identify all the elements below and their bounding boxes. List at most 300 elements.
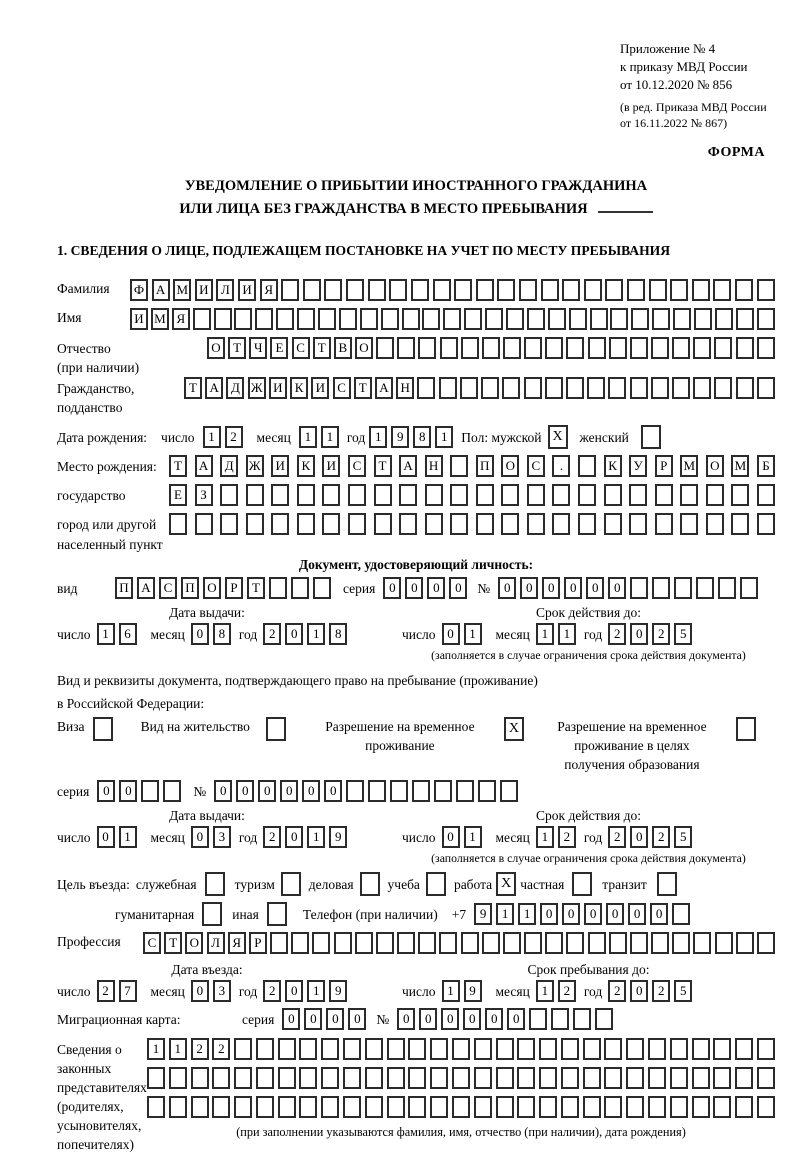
- form-cell-empty: [609, 932, 627, 954]
- form-cell-filled: Н: [425, 455, 443, 477]
- migration-card-row: [57, 1008, 775, 1030]
- birthplace-cells-row-2: [169, 484, 775, 506]
- form-cell-filled: 2: [652, 623, 670, 645]
- form-cell-empty: [412, 780, 430, 802]
- surname-label: Фамилия: [57, 281, 110, 296]
- form-cell-empty: [193, 308, 211, 330]
- form-cell-filled: 0: [441, 1008, 459, 1030]
- form-cell-empty: [440, 337, 458, 359]
- form-cell-empty: [539, 1067, 557, 1089]
- form-cell-filled: 1: [435, 426, 453, 448]
- id-doc-number-cells: [498, 577, 758, 599]
- form-cell-empty: [718, 577, 736, 599]
- birth-day-label: число: [161, 430, 195, 445]
- id-doc-expiry-line: [402, 623, 775, 645]
- month-label: месяц: [150, 830, 185, 845]
- citizenship-row: [57, 377, 775, 417]
- form-cell-filled: 0: [507, 1008, 525, 1030]
- visa-checkbox: [93, 717, 113, 741]
- form-cell-empty: [551, 1008, 569, 1030]
- appendix-line-3: от 10.12.2020 № 856: [620, 77, 733, 92]
- form-cell-empty: [450, 455, 468, 477]
- form-cell-filled: Б: [757, 455, 775, 477]
- form-cell-filled: X: [496, 872, 516, 896]
- form-cell-empty: [740, 577, 758, 599]
- temp-residence-label: [306, 717, 494, 755]
- form-cell-filled: Т: [313, 337, 331, 359]
- form-cell-filled: Р: [249, 932, 267, 954]
- form-cell-empty: [630, 577, 648, 599]
- form-cell-empty: [552, 513, 570, 535]
- form-cell-filled: С: [333, 377, 351, 399]
- purpose-tourism-label: туризм: [234, 877, 275, 892]
- given-name-label: Имя: [57, 310, 82, 325]
- migration-card-number-label: №: [376, 1012, 390, 1027]
- form-cell-filled: 0: [348, 1008, 366, 1030]
- form-cell-filled: А: [205, 377, 223, 399]
- form-cell-empty: [757, 377, 775, 399]
- day-label: число: [402, 627, 436, 642]
- form-cell-filled: 8: [213, 623, 231, 645]
- form-cell-filled: Ф: [130, 279, 148, 301]
- form-cell-filled: 0: [324, 780, 342, 802]
- form-cell-filled: А: [195, 455, 213, 477]
- form-cell-empty: [234, 1038, 252, 1060]
- migration-card-series-label: серия: [242, 1012, 275, 1027]
- form-cell-filled: А: [399, 455, 417, 477]
- form-cell-empty: [291, 932, 309, 954]
- form-cell-filled: 0: [191, 826, 209, 848]
- birth-year-label: год: [346, 430, 366, 445]
- stay-until-line: [402, 980, 775, 1002]
- entry-date-header: Дата въезда:: [171, 962, 243, 977]
- form-cell-empty: [670, 1096, 688, 1118]
- form-cell-filled: М: [151, 308, 169, 330]
- id-doc-expiry-header: Срок действия до:: [536, 605, 641, 620]
- form-cell-empty: [731, 513, 749, 535]
- form-cell-filled: 0: [405, 577, 423, 599]
- form-cell-empty: [256, 1067, 274, 1089]
- form-cell-empty: [381, 308, 399, 330]
- form-cell-empty: [321, 1096, 339, 1118]
- form-cell-empty: [735, 279, 753, 301]
- birth-day-cells: [203, 426, 243, 448]
- form-cell-filled: 0: [97, 780, 115, 802]
- purpose-tourism-checkbox: [281, 872, 301, 896]
- form-cell-filled: 2: [652, 826, 670, 848]
- form-cell-empty: [433, 279, 451, 301]
- stay-doc-series-row: [57, 780, 775, 802]
- stay-doc-issue-col: [57, 808, 402, 866]
- month-label: месяц: [495, 627, 530, 642]
- stay-doc-number-cells: [214, 780, 518, 802]
- form-cell-empty: [713, 279, 731, 301]
- entry-purpose-row: [57, 872, 775, 896]
- form-cell-empty: [430, 1067, 448, 1089]
- entry-purpose-row-2: [115, 902, 775, 926]
- stay-doc-intro-line-1: Вид и реквизиты документа, подтверждающего право на пребывание (проживание): [57, 673, 538, 688]
- form-cell-empty: [626, 1067, 644, 1089]
- form-cell-empty: [548, 308, 566, 330]
- form-cell-filled: .: [552, 455, 570, 477]
- form-cell-filled: Р: [225, 577, 243, 599]
- form-cell-empty: [481, 377, 499, 399]
- birthplace-label-line-2: государство: [57, 488, 126, 503]
- profession-cells: [143, 932, 775, 954]
- id-expiry-year-cells: [608, 623, 692, 645]
- form-label: ФОРМА: [707, 145, 765, 160]
- profession-row: [57, 932, 775, 954]
- form-cell-filled: 1: [169, 1038, 187, 1060]
- form-cell-filled: 2: [263, 980, 281, 1002]
- stay-doc-issue-header: Дата выдачи:: [169, 808, 245, 823]
- form-cell-filled: И: [322, 455, 340, 477]
- form-cell-empty: [604, 1067, 622, 1089]
- blank-underline: [598, 211, 653, 213]
- stay-doc-expiry-col: [402, 808, 775, 866]
- form-cell-filled: О: [203, 577, 221, 599]
- form-cell-empty: [474, 1096, 492, 1118]
- form-cell-empty: [212, 1067, 230, 1089]
- form-cell-filled: 0: [326, 1008, 344, 1030]
- form-cell-filled: А: [152, 279, 170, 301]
- form-cell-empty: [411, 279, 429, 301]
- id-doc-series-cells: [383, 577, 467, 599]
- form-cell-filled: Р: [655, 455, 673, 477]
- form-cell-empty: [706, 484, 724, 506]
- purpose-transit-label: транзит: [602, 877, 647, 892]
- form-cell-empty: [670, 1038, 688, 1060]
- form-cell-empty: [452, 1038, 470, 1060]
- stay-issue-day-cells: [97, 826, 137, 848]
- form-cell-empty: [418, 337, 436, 359]
- form-cell-empty: [652, 308, 670, 330]
- form-cell-empty: [485, 308, 503, 330]
- form-cell-empty: [736, 377, 754, 399]
- form-cell-filled: 0: [214, 780, 232, 802]
- form-cell-empty: [464, 308, 482, 330]
- purpose-private-checkbox: [572, 872, 592, 896]
- form-cell-empty: [713, 1067, 731, 1089]
- form-cell-filled: 0: [383, 577, 401, 599]
- phone-prefix: +7: [451, 907, 467, 922]
- form-cell-filled: 1: [307, 623, 325, 645]
- form-cell-filled: 9: [329, 826, 347, 848]
- form-cell-empty: [355, 932, 373, 954]
- form-cell-empty: [443, 308, 461, 330]
- form-cell-filled: 0: [191, 980, 209, 1002]
- temp-residence-education-checkbox: [736, 717, 756, 741]
- form-cell-empty: [715, 932, 733, 954]
- temp-residence-education-label-line-1: Разрешение на временное: [557, 719, 707, 734]
- appendix-line-1: Приложение № 4: [620, 41, 716, 56]
- form-cell-empty: [500, 780, 518, 802]
- purpose-other-label: иная: [232, 907, 259, 922]
- form-cell-filled: О: [207, 337, 225, 359]
- form-cell-empty: [321, 1038, 339, 1060]
- form-cell-empty: [673, 308, 691, 330]
- form-cell-filled: 0: [498, 577, 516, 599]
- form-cell-empty: [374, 513, 392, 535]
- form-cell-empty: [757, 308, 775, 330]
- form-cell-filled: 1: [536, 623, 554, 645]
- form-cell-filled: И: [311, 377, 329, 399]
- form-cell-filled: 2: [97, 980, 115, 1002]
- form-cell-empty: [430, 1096, 448, 1118]
- form-cell-filled: Т: [228, 337, 246, 359]
- form-cell-empty: [657, 872, 677, 896]
- citizenship-label: [57, 377, 184, 417]
- form-cell-filled: У: [629, 455, 647, 477]
- form-cell-empty: [566, 932, 584, 954]
- migration-card-label: Миграционная карта:: [57, 1012, 181, 1027]
- form-cell-filled: 0: [442, 826, 460, 848]
- form-cell-empty: [524, 932, 542, 954]
- form-cell-empty: [322, 484, 340, 506]
- patronymic-label: [57, 337, 207, 377]
- form-cell-empty: [374, 484, 392, 506]
- form-cell-filled: 0: [463, 1008, 481, 1030]
- form-cell-empty: [706, 513, 724, 535]
- form-cell-empty: [605, 279, 623, 301]
- residence-permit-label: Вид на жительство: [140, 719, 250, 734]
- birthplace-cells-row-1: [169, 455, 775, 477]
- form-cell-filled: С: [159, 577, 177, 599]
- amendment-reference: [620, 99, 775, 131]
- birthplace-block: [57, 455, 775, 555]
- form-cell-empty: [452, 1096, 470, 1118]
- birth-month-label: месяц: [256, 430, 291, 445]
- form-cell-empty: [757, 932, 775, 954]
- entry-month-cells: [191, 980, 231, 1002]
- form-cell-empty: [714, 377, 732, 399]
- form-cell-filled: 2: [225, 426, 243, 448]
- form-cell-empty: [693, 337, 711, 359]
- form-cell-filled: 1: [97, 623, 115, 645]
- purpose-business-label: деловая: [308, 877, 354, 892]
- form-cell-empty: [234, 1096, 252, 1118]
- form-title-line-2-text: ИЛИ ЛИЦА БЕЗ ГРАЖДАНСТВА В МЕСТО ПРЕБЫВАНИЯ: [179, 201, 588, 217]
- form-cell-filled: О: [501, 455, 519, 477]
- id-issue-month-cells: [191, 623, 231, 645]
- form-cell-empty: [496, 1096, 514, 1118]
- form-cell-empty: [496, 1067, 514, 1089]
- form-cell-filled: 5: [674, 826, 692, 848]
- form-cell-filled: Т: [169, 455, 187, 477]
- representatives-cells-row-1: [147, 1038, 775, 1060]
- form-cell-empty: [649, 279, 667, 301]
- year-label: год: [583, 830, 603, 845]
- form-cell-empty: [578, 484, 596, 506]
- form-cell-empty: [694, 308, 712, 330]
- form-cell-empty: [631, 308, 649, 330]
- form-cell-filled: 0: [285, 623, 303, 645]
- form-cell-filled: 0: [520, 577, 538, 599]
- form-cell-filled: Я: [260, 279, 278, 301]
- form-cell-empty: [343, 1038, 361, 1060]
- form-cell-empty: [360, 308, 378, 330]
- form-cell-empty: [655, 484, 673, 506]
- representatives-label-line-2: законных: [57, 1061, 112, 1076]
- form-cell-empty: [297, 484, 315, 506]
- entry-dates-block: [57, 962, 775, 1002]
- form-cell-filled: 0: [285, 826, 303, 848]
- residence-permit-checkbox: [266, 717, 286, 741]
- form-cell-filled: Т: [354, 377, 372, 399]
- purpose-work-checkbox: [496, 872, 516, 896]
- stay-expiry-year-cells: [608, 826, 692, 848]
- temp-residence-checkbox: [504, 717, 524, 741]
- form-cell-empty: [583, 1096, 601, 1118]
- form-title-line-2: [57, 198, 775, 221]
- migration-card-number-cells: [397, 1008, 613, 1030]
- form-cell-filled: 0: [586, 577, 604, 599]
- form-cell-filled: З: [195, 484, 213, 506]
- patronymic-label-line-1: Отчество: [57, 341, 111, 356]
- form-cell-empty: [402, 308, 420, 330]
- form-cell-filled: 2: [263, 826, 281, 848]
- form-cell-empty: [269, 577, 287, 599]
- form-cell-empty: [324, 279, 342, 301]
- form-cell-empty: [545, 932, 563, 954]
- day-label: число: [57, 627, 91, 642]
- form-cell-filled: Е: [270, 337, 288, 359]
- form-cell-empty: [368, 780, 386, 802]
- birth-date-label: Дата рождения:: [57, 430, 148, 445]
- form-cell-empty: [651, 932, 669, 954]
- form-cell-empty: [452, 1067, 470, 1089]
- representatives-label-line-3: представителях: [57, 1080, 147, 1095]
- form-cell-filled: 1: [299, 426, 317, 448]
- form-cell-empty: [736, 308, 754, 330]
- form-cell-filled: А: [137, 577, 155, 599]
- form-cell-empty: [456, 780, 474, 802]
- form-cell-empty: [545, 337, 563, 359]
- form-cell-empty: [348, 513, 366, 535]
- form-cell-empty: [583, 1067, 601, 1089]
- form-cell-empty: [670, 279, 688, 301]
- form-cell-filled: 1: [119, 826, 137, 848]
- form-cell-empty: [561, 1067, 579, 1089]
- stay-expiry-day-cells: [442, 826, 482, 848]
- form-cell-empty: [312, 932, 330, 954]
- form-cell-empty: [297, 308, 315, 330]
- form-cell-empty: [735, 1067, 753, 1089]
- temp-residence-education-label-line-2: проживание в целях: [574, 738, 690, 753]
- form-cell-filled: М: [731, 455, 749, 477]
- form-cell-empty: [93, 717, 113, 741]
- id-doc-type-cells: [115, 577, 331, 599]
- id-expiry-month-cells: [536, 623, 576, 645]
- form-cell-empty: [387, 1096, 405, 1118]
- form-cell-empty: [291, 577, 309, 599]
- form-cell-filled: С: [143, 932, 161, 954]
- form-cell-filled: И: [238, 279, 256, 301]
- citizenship-cells: [184, 377, 775, 399]
- stay-doc-issue-line: [57, 826, 402, 848]
- form-cell-empty: [566, 377, 584, 399]
- form-cell-filled: 0: [485, 1008, 503, 1030]
- form-cell-empty: [476, 484, 494, 506]
- form-cell-empty: [590, 308, 608, 330]
- form-cell-empty: [672, 903, 690, 925]
- form-cell-filled: И: [269, 377, 287, 399]
- form-cell-empty: [713, 1096, 731, 1118]
- form-cell-empty: [343, 1096, 361, 1118]
- form-cell-filled: 1: [147, 1038, 165, 1060]
- form-cell-empty: [524, 377, 542, 399]
- form-cell-filled: Ж: [248, 377, 266, 399]
- form-cell-filled: Д: [220, 455, 238, 477]
- form-cell-empty: [202, 902, 222, 926]
- form-cell-empty: [450, 513, 468, 535]
- form-cell-filled: Я: [172, 308, 190, 330]
- form-cell-empty: [731, 484, 749, 506]
- form-cell-empty: [426, 872, 446, 896]
- purpose-private-label: частная: [520, 877, 565, 892]
- day-label: число: [57, 984, 91, 999]
- form-cell-empty: [648, 1038, 666, 1060]
- form-cell-filled: Д: [226, 377, 244, 399]
- form-cell-empty: [220, 484, 238, 506]
- form-cell-empty: [757, 337, 775, 359]
- form-cell-empty: [425, 513, 443, 535]
- form-cell-filled: 0: [97, 826, 115, 848]
- profession-label: Профессия: [57, 934, 121, 949]
- form-cell-empty: [214, 308, 232, 330]
- form-cell-empty: [299, 1067, 317, 1089]
- id-doc-number-label: №: [477, 581, 491, 596]
- form-cell-filled: 0: [650, 903, 668, 925]
- birthplace-cells-row-3: [169, 513, 775, 535]
- stay-doc-intro-line-2: в Российской Федерации:: [57, 696, 205, 711]
- form-title: [57, 175, 775, 221]
- form-cell-empty: [566, 337, 584, 359]
- form-cell-filled: 5: [674, 623, 692, 645]
- form-cell-empty: [572, 872, 592, 896]
- form-cell-empty: [588, 932, 606, 954]
- form-cell-empty: [680, 484, 698, 506]
- form-cell-filled: М: [173, 279, 191, 301]
- form-cell-filled: Т: [374, 455, 392, 477]
- form-cell-filled: С: [292, 337, 310, 359]
- form-cell-empty: [735, 1038, 753, 1060]
- stay-until-header: Срок пребывания до:: [527, 962, 650, 977]
- form-cell-empty: [578, 513, 596, 535]
- form-cell-empty: [234, 308, 252, 330]
- entry-date-line: [57, 980, 402, 1002]
- form-cell-empty: [439, 377, 457, 399]
- month-label: месяц: [495, 984, 530, 999]
- form-cell-empty: [630, 377, 648, 399]
- form-cell-empty: [584, 279, 602, 301]
- sex-male-checkbox: [548, 425, 568, 449]
- form-cell-empty: [561, 1096, 579, 1118]
- form-cell-filled: 1: [203, 426, 221, 448]
- day-label: число: [402, 984, 436, 999]
- form-cell-empty: [422, 308, 440, 330]
- form-cell-filled: 1: [464, 826, 482, 848]
- form-cell-empty: [169, 513, 187, 535]
- form-cell-empty: [365, 1096, 383, 1118]
- form-cell-empty: [141, 780, 159, 802]
- amendment-line-1: (в ред. Приказа МВД России: [620, 100, 767, 114]
- form-cell-empty: [434, 780, 452, 802]
- form-cell-empty: [246, 484, 264, 506]
- month-label: месяц: [150, 984, 185, 999]
- form-cell-filled: 0: [419, 1008, 437, 1030]
- form-cell-empty: [482, 337, 500, 359]
